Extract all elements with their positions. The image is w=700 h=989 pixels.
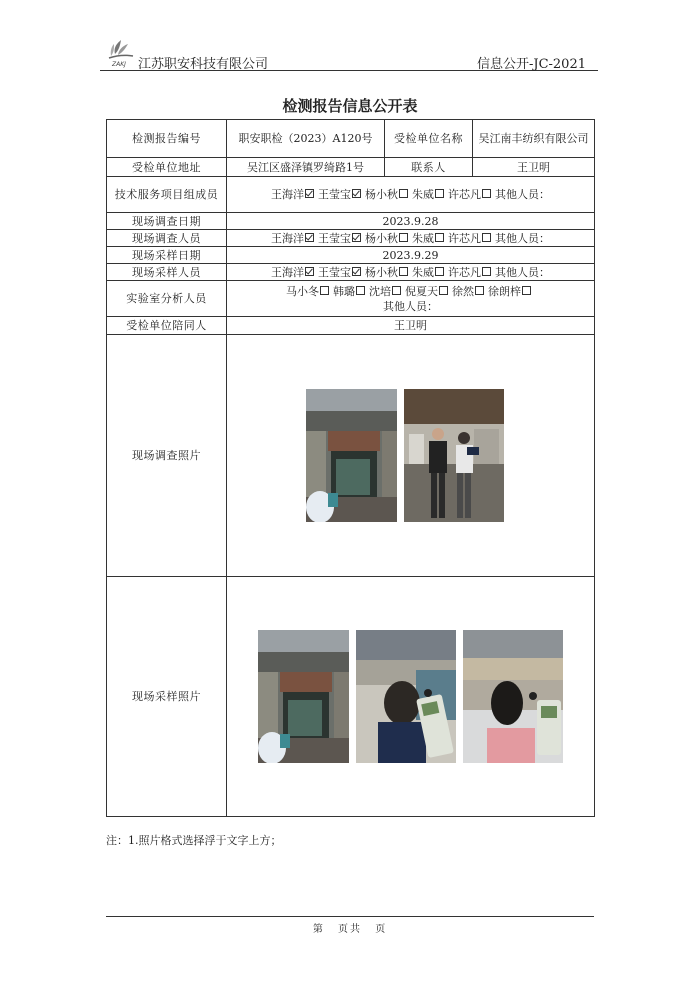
- document-code: 信息公开-JC-2021: [476, 57, 586, 72]
- staff-member: [365, 188, 412, 201]
- table-row: [107, 281, 595, 317]
- staff-name: 朱威: [412, 188, 434, 201]
- checked-box-icon[interactable]: [352, 267, 361, 276]
- checked-box-icon[interactable]: [305, 267, 314, 276]
- team-label: 技术服务项目组成员: [107, 177, 227, 213]
- survey-photo-workers: [404, 389, 504, 522]
- staff-member: [318, 188, 365, 201]
- staff-name: 沈培: [369, 284, 391, 298]
- staff-member: [488, 285, 535, 298]
- sampling-photo-label: 现场采样照片: [107, 577, 227, 817]
- staff-name: 徐朗梓: [488, 284, 521, 298]
- lab-label: 实验室分析人员: [107, 281, 227, 317]
- team-members: [227, 177, 595, 213]
- staff-name: 杨小秋: [365, 188, 398, 201]
- staff-name: 马小冬: [286, 284, 319, 298]
- staff-name: 杨小秋: [365, 231, 398, 245]
- footnote: 注：1.照片格式选择浮于文字上方；: [106, 834, 282, 847]
- escort-value: 王卫明: [227, 317, 595, 335]
- info-table: [106, 119, 595, 817]
- staff-member: [271, 188, 318, 201]
- page-header: [100, 36, 598, 71]
- company-name: 江苏职安科技有限公司: [138, 57, 269, 72]
- footer-divider: [106, 916, 594, 917]
- staff-name: 王海洋: [271, 188, 304, 201]
- survey-photo-cell: [227, 335, 595, 577]
- staff-name: 朱威: [412, 265, 434, 279]
- others-label: 其他人员：: [495, 188, 550, 201]
- staff-name: 王莹宝: [318, 188, 351, 201]
- sampling-staff-members: [227, 264, 595, 281]
- report-no-label: 检测报告编号: [107, 120, 227, 158]
- staff-member: [365, 232, 412, 245]
- sampling-photo-noise-meter-1: [356, 630, 456, 763]
- staff-member: [448, 232, 495, 245]
- staff-name: 王莹宝: [318, 231, 351, 245]
- company-logo: [105, 36, 137, 68]
- staff-name: 朱威: [412, 231, 434, 245]
- address-value: 吴江区盛泽镇罗绮路1号: [227, 158, 385, 177]
- sampling-date-value: 2023.9.29: [227, 247, 595, 264]
- staff-member: [318, 232, 365, 245]
- others-label: 其他人员：: [495, 265, 550, 279]
- sampling-photo-noise-meter-2: [463, 630, 563, 763]
- others-label: 其他人员：: [495, 231, 550, 245]
- checked-box-icon[interactable]: [305, 189, 314, 198]
- sampling-date-label: 现场采样日期: [107, 247, 227, 264]
- unchecked-box-icon[interactable]: [439, 286, 448, 295]
- page-number: [0, 920, 700, 935]
- staff-member: [286, 285, 333, 298]
- contact-value: 王卫明: [473, 158, 595, 177]
- table-row: [107, 177, 595, 213]
- staff-name: 韩璐: [333, 284, 355, 298]
- staff-member: [452, 285, 488, 298]
- unchecked-box-icon[interactable]: [522, 286, 531, 295]
- table-row: [107, 317, 595, 335]
- table-row: [107, 264, 595, 281]
- page-title: 检测报告信息公开表: [282, 97, 418, 115]
- table-row: [107, 213, 595, 230]
- logo-text: ZAKJ: [112, 61, 126, 68]
- staff-name: 王莹宝: [318, 265, 351, 279]
- staff-member: [412, 188, 448, 201]
- unchecked-box-icon[interactable]: [435, 189, 444, 198]
- staff-name: 王海洋: [271, 231, 304, 245]
- total-label: 页共: [338, 924, 362, 935]
- survey-staff-members: [227, 230, 595, 247]
- staff-member: [271, 232, 318, 245]
- unchecked-box-icon[interactable]: [399, 267, 408, 276]
- sampling-staff-label: 现场采样人员: [107, 264, 227, 281]
- unchecked-box-icon[interactable]: [435, 233, 444, 242]
- staff-name: 许芯凡: [448, 231, 481, 245]
- checked-box-icon[interactable]: [352, 233, 361, 242]
- checked-box-icon[interactable]: [305, 233, 314, 242]
- table-row: [107, 120, 595, 158]
- staff-member: [333, 285, 369, 298]
- unchecked-box-icon[interactable]: [399, 189, 408, 198]
- survey-staff-label: 现场调查人员: [107, 230, 227, 247]
- staff-member: [405, 285, 452, 298]
- escort-label: 受检单位陪同人: [107, 317, 227, 335]
- address-label: 受检单位地址: [107, 158, 227, 177]
- staff-name: 杨小秋: [365, 265, 398, 279]
- unchecked-box-icon[interactable]: [482, 233, 491, 242]
- lab-staff-list: [230, 284, 591, 299]
- staff-name: 许芯凡: [448, 188, 481, 201]
- page-end-label: 页: [375, 924, 388, 935]
- staff-member: [412, 232, 448, 245]
- survey-photo-label: 现场调查照片: [107, 335, 227, 577]
- table-row: [107, 230, 595, 247]
- staff-name: 王海洋: [271, 265, 304, 279]
- unchecked-box-icon[interactable]: [482, 189, 491, 198]
- staff-member: [412, 266, 448, 279]
- page-label: 第: [312, 924, 325, 935]
- survey-photo-entrance: [306, 389, 397, 522]
- table-row: [107, 158, 595, 177]
- staff-member: [318, 266, 365, 279]
- unit-name-label: 受检单位名称: [385, 120, 473, 158]
- unchecked-box-icon[interactable]: [399, 233, 408, 242]
- staff-name: 徐然: [452, 284, 474, 298]
- report-no-value: 职安职检（2023）A120号: [227, 120, 385, 158]
- unchecked-box-icon[interactable]: [356, 286, 365, 295]
- staff-member: [271, 266, 318, 279]
- staff-member: [369, 285, 405, 298]
- survey-date-value: 2023.9.28: [227, 213, 595, 230]
- unchecked-box-icon[interactable]: [320, 286, 329, 295]
- contact-label: 联系人: [385, 158, 473, 177]
- staff-name: 许芯凡: [448, 265, 481, 279]
- unchecked-box-icon[interactable]: [475, 286, 484, 295]
- sampling-photo-cell: [227, 577, 595, 817]
- survey-date-label: 现场调查日期: [107, 213, 227, 230]
- table-row: [107, 247, 595, 264]
- unit-name-value: 吴江南丰纺织有限公司: [473, 120, 595, 158]
- staff-name: 倪夏天: [405, 284, 438, 298]
- staff-member: [448, 266, 495, 279]
- staff-member: [448, 188, 495, 201]
- staff-member: [365, 266, 412, 279]
- lab-others-label: 其他人员：: [383, 299, 438, 313]
- checked-box-icon[interactable]: [352, 189, 361, 198]
- sampling-photo-entrance: [258, 630, 349, 763]
- lab-staff-members: [227, 281, 595, 317]
- table-row: [107, 577, 595, 817]
- unchecked-box-icon[interactable]: [482, 267, 491, 276]
- table-row: [107, 335, 595, 577]
- unchecked-box-icon[interactable]: [392, 286, 401, 295]
- unchecked-box-icon[interactable]: [435, 267, 444, 276]
